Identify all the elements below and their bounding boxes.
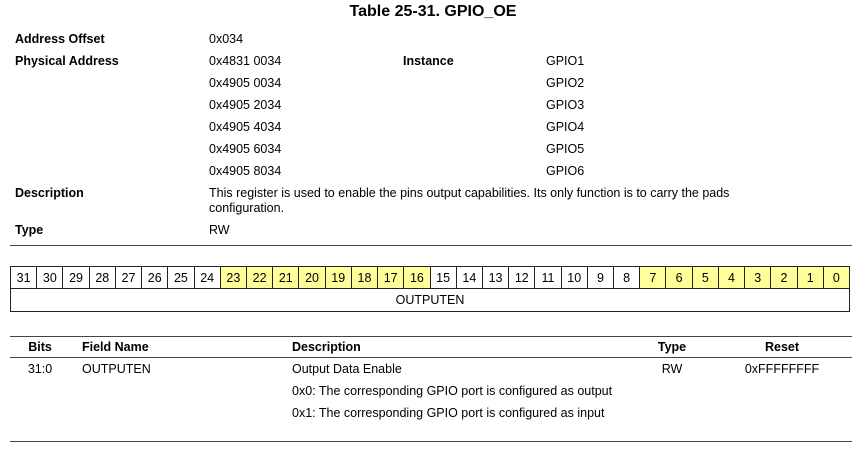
bit-number-cell: 25: [168, 267, 194, 289]
instance-value: GPIO4: [546, 120, 585, 134]
physical-address-value: 0x4831 0034: [209, 54, 282, 68]
address-offset-label: Address Offset: [15, 32, 105, 46]
field-bits: 31:0: [27, 362, 53, 376]
description-label: Description: [15, 186, 84, 200]
bit-number-cell: 3: [745, 267, 771, 289]
divider: [10, 245, 852, 246]
bit-number-cell: 21: [273, 267, 299, 289]
bit-number-cell: 26: [142, 267, 168, 289]
bit-number-cell: 23: [220, 267, 246, 289]
bit-number-cell: 27: [115, 267, 141, 289]
bit-number-cell: 13: [482, 267, 508, 289]
field-table-header: [10, 337, 852, 357]
field-name: OUTPUTEN: [82, 362, 151, 376]
physical-address-value: 0x4905 6034: [209, 142, 282, 156]
bit-number-cell: 1: [797, 267, 823, 289]
address-row: [10, 164, 852, 186]
bit-number-cell: 5: [692, 267, 718, 289]
field-description: [280, 362, 632, 428]
bit-number-cell: 29: [63, 267, 89, 289]
physical-address-value: 0x4905 8034: [209, 164, 282, 178]
bit-number-cell: 12: [509, 267, 535, 289]
instance-value: GPIO6: [546, 164, 585, 178]
description-text: This register is used to enable the pins output capabilities. Its only function is to carry the pads configuration.: [209, 186, 730, 215]
physical-address-value: 0x4905 4034: [209, 120, 282, 134]
bit-number-cell: 31: [11, 267, 37, 289]
instance-label: Instance: [403, 54, 454, 68]
physical-address-value: 0x4905 0034: [209, 76, 282, 90]
field-description-line: 0x0: The corresponding GPIO port is configured as output: [292, 384, 613, 398]
bit-number-cell: 7: [640, 267, 666, 289]
divider: [10, 357, 852, 358]
instance-value: GPIO2: [546, 76, 585, 90]
description-row: [10, 186, 852, 223]
bit-number-cell: 19: [325, 267, 351, 289]
type-row: [10, 223, 852, 245]
address-row: [10, 120, 852, 142]
field-table: [10, 337, 852, 428]
bit-number-cell: 28: [89, 267, 115, 289]
address-row: [10, 142, 852, 164]
bit-number-row: [11, 267, 850, 289]
type-value: RW: [209, 223, 230, 237]
bit-map-table: [10, 266, 850, 312]
field-reset: 0xFFFFFFFF: [744, 362, 820, 376]
bit-number-cell: 0: [823, 267, 849, 289]
instance-value: GPIO5: [546, 142, 585, 156]
bit-number-cell: 15: [430, 267, 456, 289]
bit-field-row: [11, 289, 850, 312]
bit-number-cell: 20: [299, 267, 325, 289]
address-offset-row: [10, 32, 852, 54]
header-field-name: Field Name: [82, 340, 149, 354]
register-info: [10, 32, 852, 245]
address-row: [10, 76, 852, 98]
bit-number-cell: 24: [194, 267, 220, 289]
bit-number-cell: 6: [666, 267, 692, 289]
bit-number-cell: 17: [378, 267, 404, 289]
bit-number-cell: 18: [351, 267, 377, 289]
bit-number-cell: 22: [246, 267, 272, 289]
divider: [10, 441, 852, 442]
table-row: [10, 358, 852, 428]
bit-number-cell: 9: [587, 267, 613, 289]
field-type: RW: [661, 362, 683, 376]
instance-value: GPIO1: [546, 54, 585, 68]
address-offset-value: 0x034: [209, 32, 244, 46]
bit-number-cell: 4: [718, 267, 744, 289]
bit-number-cell: 16: [404, 267, 430, 289]
header-bits: Bits: [28, 340, 52, 354]
bit-number-cell: 2: [771, 267, 797, 289]
header-description: Description: [292, 340, 361, 354]
field-description-line: Output Data Enable: [292, 362, 402, 376]
bit-field-outputen: OUTPUTEN: [11, 289, 850, 312]
header-type: Type: [657, 340, 687, 354]
address-row: [10, 98, 852, 120]
bit-number-cell: 14: [456, 267, 482, 289]
header-reset: Reset: [764, 340, 800, 354]
physical-address-row: [10, 54, 852, 76]
bit-number-cell: 30: [37, 267, 63, 289]
bit-number-cell: 10: [561, 267, 587, 289]
bit-number-cell: 11: [535, 267, 561, 289]
physical-address-label: Physical Address: [15, 54, 119, 68]
bit-number-cell: 8: [614, 267, 640, 289]
table-title: Table 25-31. GPIO_OE: [349, 3, 517, 20]
field-description-line: 0x1: The corresponding GPIO port is configured as input: [292, 406, 605, 420]
instance-value: GPIO3: [546, 98, 585, 112]
type-label: Type: [15, 223, 44, 237]
physical-address-value: 0x4905 2034: [209, 98, 282, 112]
